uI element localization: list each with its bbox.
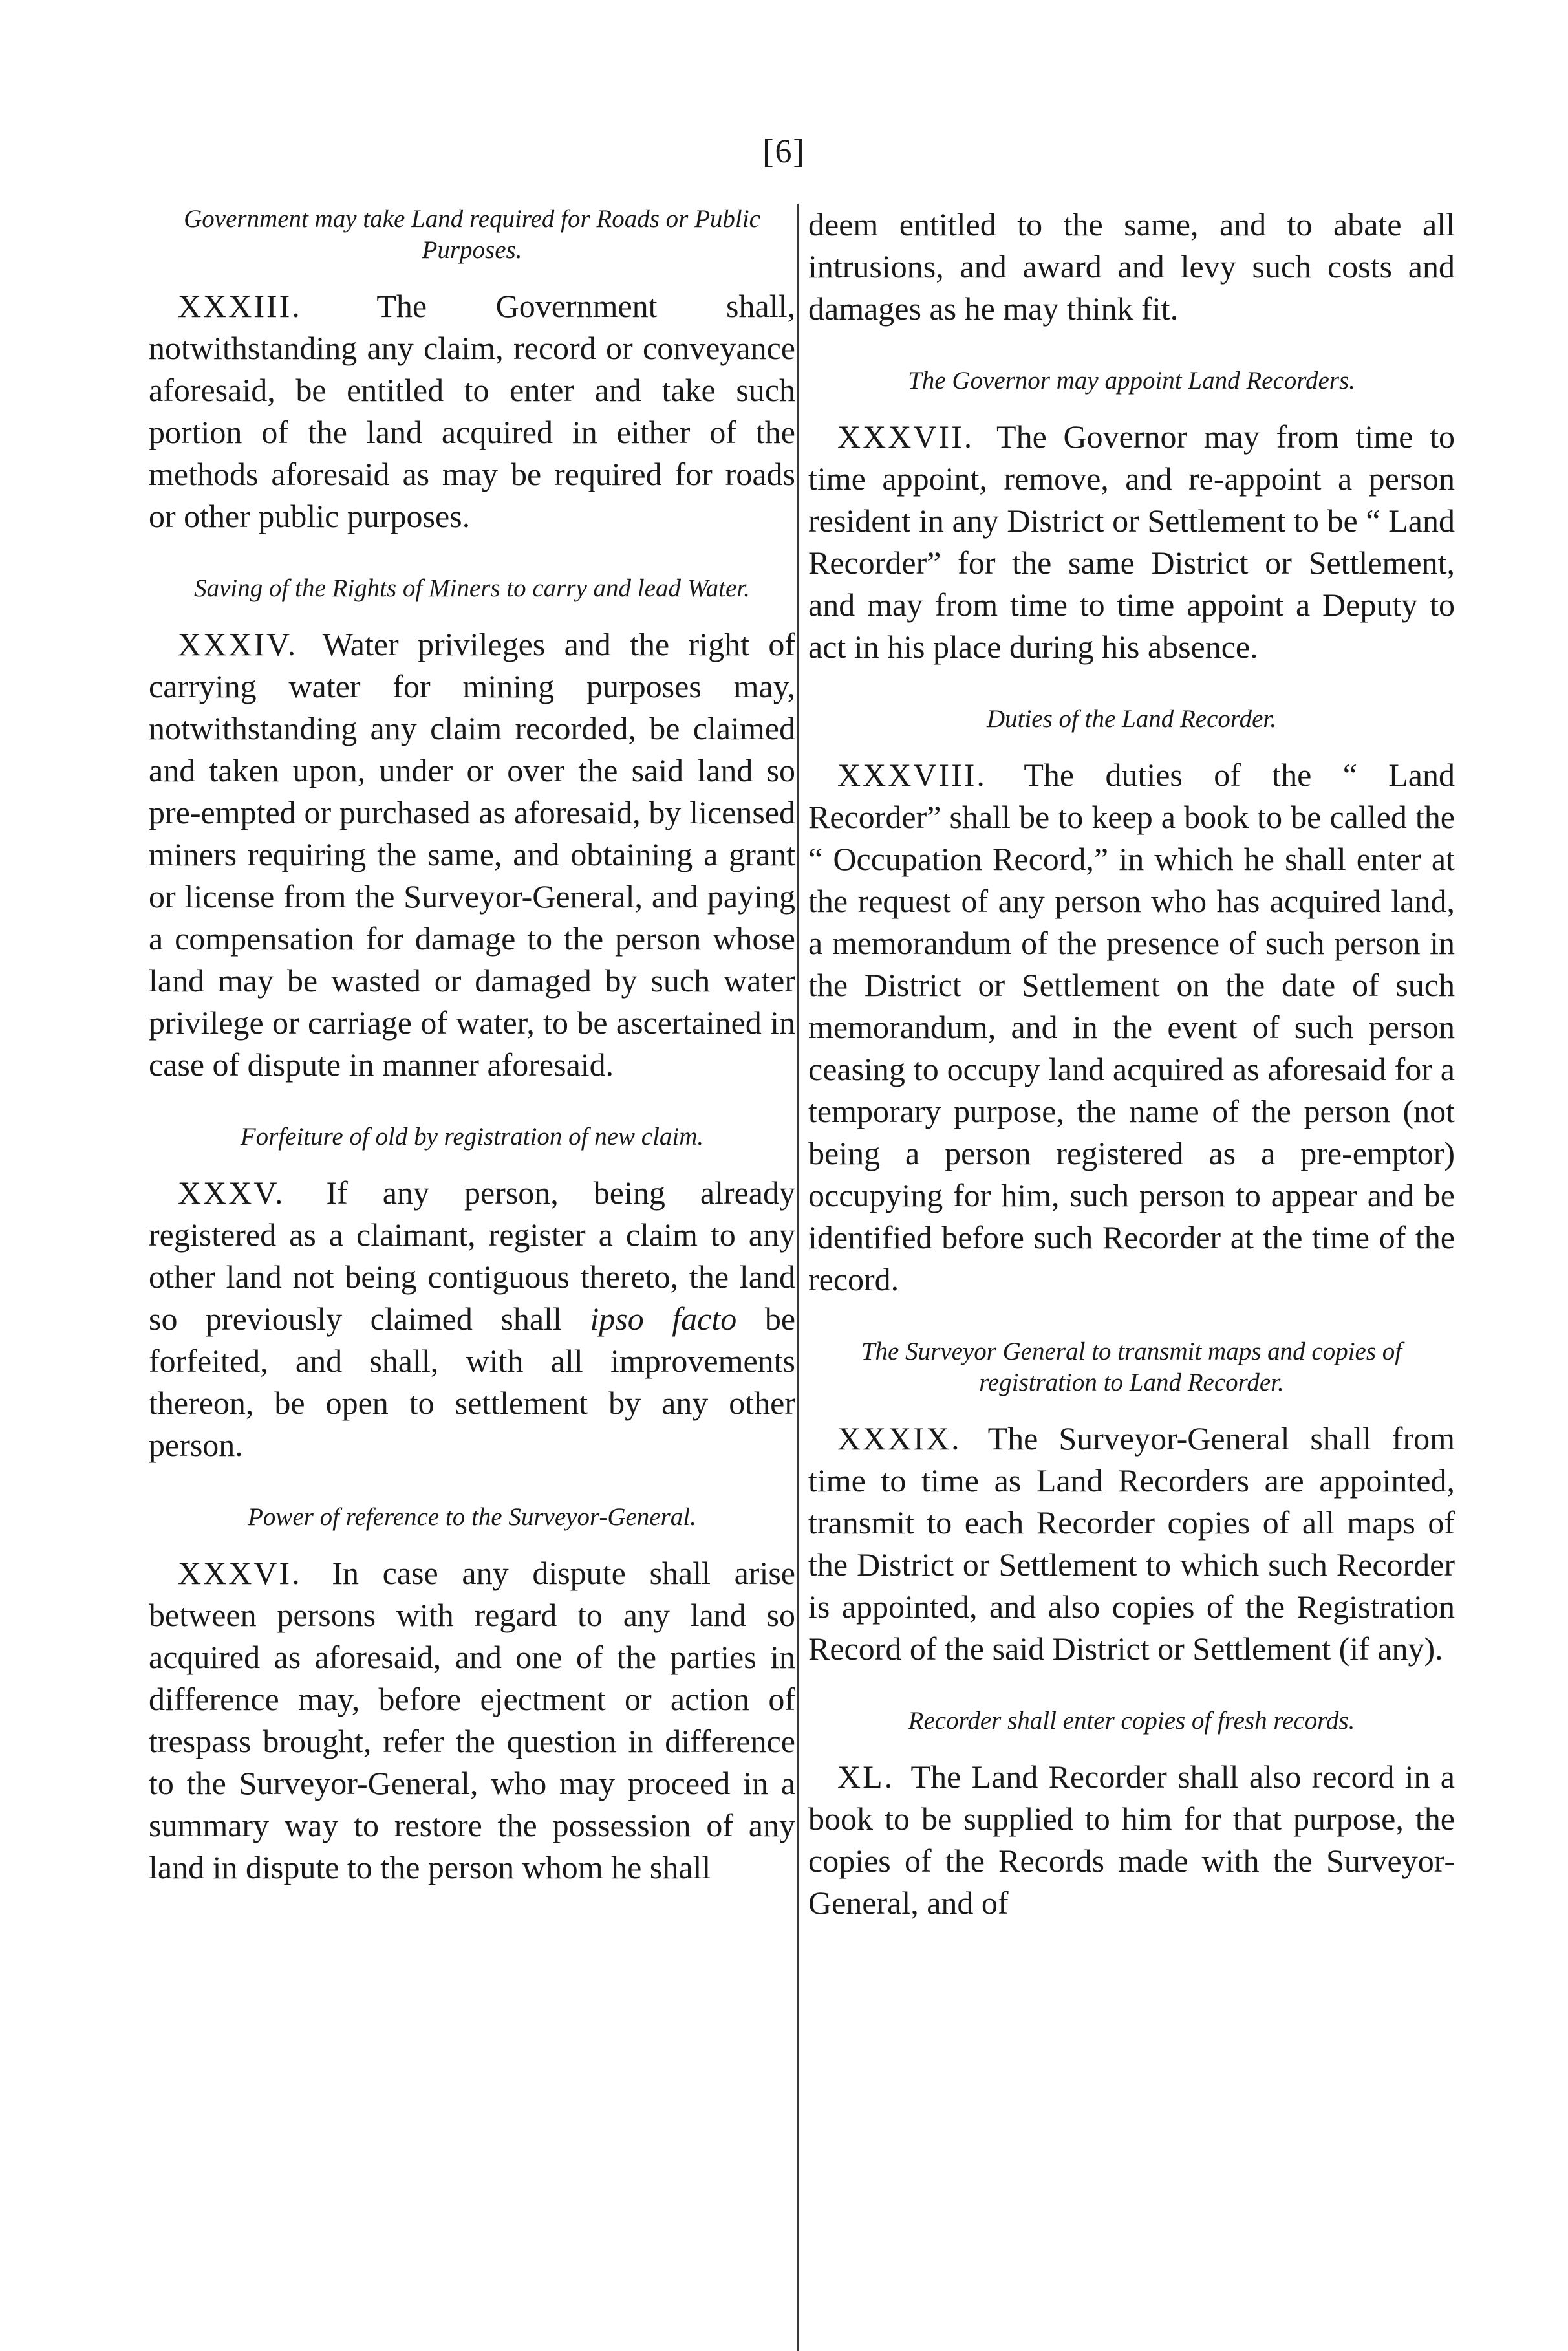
section-36-text: In case any dispute shall arise between persons with regard to any land so acquired as aforesaid, and one of the parties in difference may, before ejectment or action of trespass brought, refer the question in difference to the Surveyor-General, who may proceed in a summary way to restore the possession of any land in dispute to the person whom he shall [149, 1555, 795, 1885]
section-33 [149, 204, 795, 537]
section-33-numeral: XXXIII. [178, 288, 302, 324]
section-40-text: The Land Recorder shall also record in a book to be supplied to him for that purpose, the copies of the Records made with the Surveyor-General, and of [808, 1759, 1455, 1921]
section-40-body [808, 1756, 1455, 1924]
section-38 [808, 704, 1455, 1301]
section-36-body [149, 1552, 795, 1889]
section-39-text: The Surveyor-General shall from time to time as Land Recorders are appointed, transmit to each Recorder copies of all maps of the District or Settlement to which such Recorder is appointed, and also copies of the Registration Record of the said District or Settlement (if any). [808, 1420, 1455, 1667]
section-36-heading: Power of reference to the Surveyor-General. [248, 1503, 696, 1531]
section-33-text: The Government shall, notwithstanding any claim, record or conveyance aforesaid, be entitled to enter and take such portion of the land acquired in either of the methods aforesaid as may be required for roads or other public purposes. [149, 288, 795, 534]
section-33-heading: Government may take Land required for Roads or Public Purposes. [184, 205, 760, 264]
section-36-numeral: XXXVI. [178, 1555, 302, 1591]
section-39-body [808, 1418, 1455, 1670]
section-37-body [808, 416, 1455, 668]
section-35-numeral: XXXV. [178, 1175, 285, 1211]
section-37-numeral: XXXVII. [837, 418, 974, 455]
column-divider [797, 204, 799, 2351]
section-35-body [149, 1172, 795, 1466]
page-number: [6] [762, 133, 806, 170]
section-35-latin-phrase: ipso facto [590, 1301, 737, 1337]
section-39-heading: The Surveyor General to transmit maps and copies of registration to Land Recorder. [861, 1338, 1402, 1396]
section-40-numeral: XL. [837, 1759, 895, 1795]
section-39 [808, 1336, 1455, 1670]
section-38-heading: Duties of the Land Recorder. [986, 705, 1277, 733]
section-35-text-after: be forfeited, and shall, with all improvements thereon, be open to settlement by any other person. [149, 1301, 796, 1463]
section-36-continued-text: deem entitled to the same, and to abate all intrusions, and award and levy such costs and damages as he may think fit. [808, 206, 1455, 327]
section-35 [149, 1121, 795, 1466]
section-36-continued [808, 204, 1455, 330]
section-40-heading: Recorder shall enter copies of fresh records. [908, 1707, 1355, 1735]
section-34-body [149, 623, 795, 1086]
section-33-body [149, 285, 795, 537]
left-column [149, 204, 795, 1924]
section-35-text-before: If any person, being already registered as a claimant, register a claim to any other land not being contiguous thereto, the land so previously claimed shall [149, 1175, 795, 1337]
section-38-text: The duties of the “ Land Recorder” shall be to keep a book to be called the “ Occupation Record,” in which he shall enter at the request of any person who has acquired land, a memorandum of the presence of such person in the District or Settlement on the date of such memorandum, and in the event of such person ceasing to occupy land acquired as aforesaid for a temporary purpose, the name of the person (not being a person registered as a pre-emptor) occupying for him, such person to appear and be identified before such Recorder at the time of the record. [808, 757, 1455, 1297]
section-36 [149, 1502, 795, 1889]
section-34-heading: Saving of the Rights of Miners to carry and lead Water. [194, 574, 750, 602]
section-40 [808, 1706, 1455, 1924]
section-37-text: The Governor may from time to time appoint, remove, and re-appoint a person resident in any District or Settlement to be “ Land Recorder” for the same District or Settlement, and may from time to time appoint a Deputy to act in his place during his absence. [808, 418, 1455, 665]
section-39-numeral: XXXIX. [837, 1420, 961, 1457]
section-38-numeral: XXXVIII. [837, 757, 987, 793]
section-34-numeral: XXXIV. [178, 626, 298, 662]
section-34 [149, 573, 795, 1086]
section-37-heading: The Governor may appoint Land Recorders. [908, 367, 1355, 395]
section-38-body [808, 754, 1455, 1301]
section-34-text: Water privileges and the right of carrying water for mining purposes may, notwithstanding any claim recorded, be claimed and taken upon, under or over the said land so pre-empted or purchased as aforesaid, by licensed miners requiring the same, and obtaining a grant or license from the Surveyor-General, and paying a compensation for damage to the person whose land may be wasted or damaged by such water privilege or carriage of water, to be ascertained in case of dispute in manner aforesaid. [149, 626, 795, 1083]
section-35-heading: Forfeiture of old by registration of new claim. [240, 1123, 704, 1151]
section-37 [808, 365, 1455, 668]
right-column [808, 204, 1455, 1960]
